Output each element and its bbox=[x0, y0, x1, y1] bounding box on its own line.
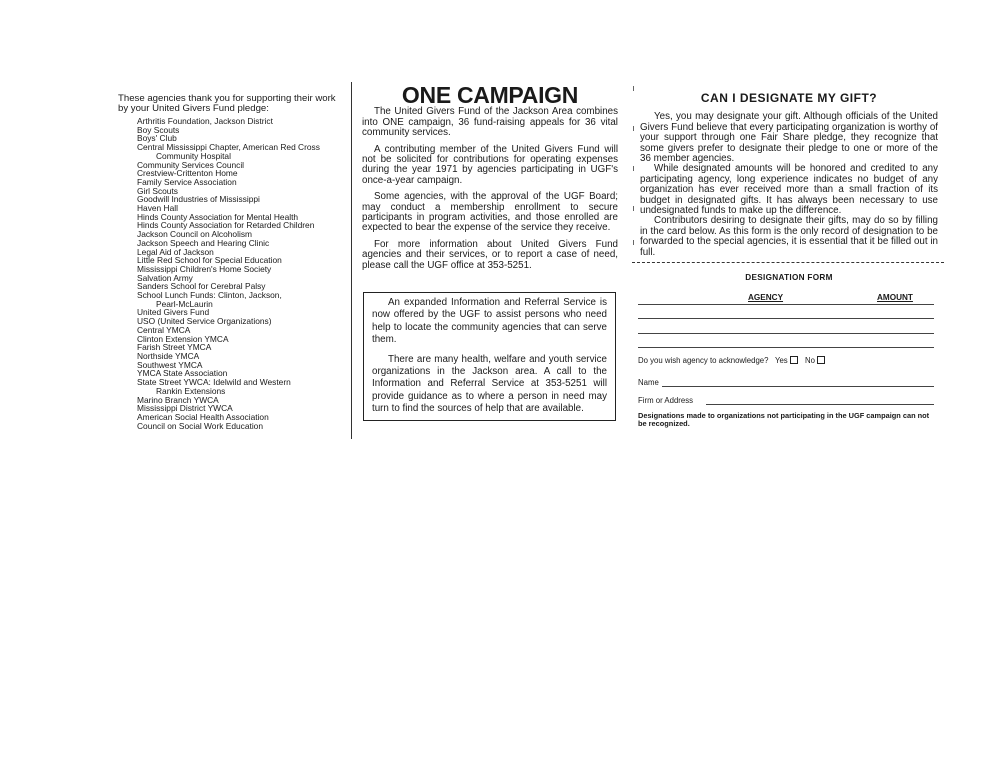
column-divider-left bbox=[351, 82, 352, 439]
agency-list bbox=[118, 117, 346, 430]
margin-tick bbox=[633, 86, 634, 91]
agency-column-header: AGENCY bbox=[748, 293, 784, 302]
agency-list-item: Family Service Association bbox=[137, 176, 237, 187]
agency-list-item: Goodwill Industries of Mississippi bbox=[137, 194, 260, 205]
designate-gift-column bbox=[640, 93, 938, 258]
name-label: Name bbox=[638, 378, 659, 387]
agency-entry-line-2[interactable] bbox=[638, 318, 934, 319]
firm-address-entry-line[interactable] bbox=[706, 404, 934, 405]
agency-list-item: Southwest YMCA bbox=[137, 359, 203, 370]
agency-list-item: Pearl-McLaurin bbox=[156, 298, 213, 309]
campaign-paragraph-1: The United Givers Fund of the Jackson Area combines into ONE campaign, 36 fund-raising appeals for 36 vital community services. bbox=[362, 106, 618, 139]
agency-list-item: Community Hospital bbox=[156, 150, 231, 161]
no-label: No bbox=[805, 356, 816, 365]
agency-list-item: Jackson Council on Alcoholism bbox=[137, 229, 252, 240]
one-campaign-column bbox=[362, 82, 618, 277]
agency-list-item: Jackson Speech and Hearing Clinic bbox=[137, 237, 270, 248]
name-entry-line[interactable] bbox=[662, 386, 934, 387]
agency-list-item: Marino Branch YWCA bbox=[137, 394, 219, 405]
designate-paragraph-1: Yes, you may designate your gift. Although officials of the United Givers Fund believe that every participating organization is worthy of your support through one Fair Share pledge, they recognize that some givers prefer to designate their pledge to one or more of the 36 member agencies. bbox=[640, 111, 938, 165]
agency-list-item: American Social Health Association bbox=[137, 411, 269, 422]
margin-tick bbox=[633, 240, 634, 245]
campaign-paragraph-3: Some agencies, with the approval of the UGF Board; may conduct a membership enrollment to secure participants in program activities, and those enrolled are expected to bear the expense of the service they receive. bbox=[362, 191, 618, 234]
agency-list-item: Salvation Army bbox=[137, 272, 193, 283]
yes-checkbox[interactable] bbox=[790, 356, 798, 364]
agency-list-item: Mississippi Children's Home Society bbox=[137, 263, 272, 274]
agency-list-item: Legal Aid of Jackson bbox=[137, 246, 214, 257]
designation-form-title: DESIGNATION FORM bbox=[745, 273, 833, 282]
agency-list-item: Rankin Extensions bbox=[156, 385, 226, 396]
firm-address-label: Firm or Address bbox=[638, 396, 694, 405]
agency-entry-line-1[interactable] bbox=[638, 304, 934, 305]
agency-list-item: Haven Hall bbox=[137, 203, 178, 214]
agency-list-item: Central Mississippi Chapter, American Red Cross bbox=[137, 142, 320, 153]
one-campaign-title: ONE CAMPAIGN bbox=[401, 82, 579, 108]
agency-entry-line-4[interactable] bbox=[638, 347, 934, 348]
agency-list-item: YMCA State Association bbox=[137, 368, 228, 379]
agency-entry-line-3[interactable] bbox=[638, 333, 934, 334]
margin-tick bbox=[633, 206, 634, 211]
form-cut-line bbox=[632, 262, 944, 263]
agency-list-item: Central YMCA bbox=[137, 324, 191, 335]
designate-paragraph-2: While designated amounts will be honored and credited to any participating agency, long experience indicates no budget of any organization has ever received more than a small fraction of its budget in designated gifts. It has always been necessary to use undesignated funds to make up the difference. bbox=[640, 163, 938, 217]
designate-paragraph-3: Contributors desiring to designate their gifts, may do so by filling in the card below. As this form is the only record of designation to be forwarded to the special agencies, it is essential that it be filled out in full. bbox=[640, 215, 938, 258]
agency-list-item: Clinton Extension YMCA bbox=[137, 333, 229, 344]
agency-list-item: Sanders School for Cerebral Palsy bbox=[137, 281, 266, 292]
agency-list-item: Northside YMCA bbox=[137, 350, 200, 361]
agency-list-item: Crestview-Crittenton Home bbox=[137, 168, 238, 179]
campaign-paragraph-4: For more information about United Givers Fund agencies and their services, or to report a case of need, please call the UGF office at 353-5251. bbox=[362, 238, 618, 271]
agency-list-item: School Lunch Funds: Clinton, Jackson, bbox=[137, 290, 282, 301]
agency-list-item: Boy Scouts bbox=[137, 124, 180, 135]
agency-list-item: Boys' Club bbox=[137, 133, 177, 144]
agency-list-item: USO (United Service Organizations) bbox=[137, 316, 272, 327]
referral-box-paragraph-1: An expanded Information and Referral Service is now offered by the UGF to assist persons who need help to locate the community agencies that can serve them. bbox=[372, 297, 607, 346]
designation-note: Designations made to organizations not participating in the UGF campaign can not be recognized. bbox=[638, 411, 930, 429]
margin-tick bbox=[633, 126, 634, 131]
agency-list-item: Little Red School for Special Education bbox=[137, 255, 282, 266]
agency-list-item: State Street YWCA: Idelwild and Western bbox=[137, 377, 291, 388]
acknowledge-row bbox=[638, 356, 828, 365]
agency-list-item: United Givers Fund bbox=[137, 307, 210, 318]
margin-tick bbox=[633, 166, 634, 171]
referral-box-paragraph-2: There are many health, welfare and youth service organizations in the Jackson area. A call to the Information and Referral Service at 353-5251 will provide guidance as to where a person in need may turn to find the sources of help that are available. bbox=[372, 353, 607, 415]
amount-column-header: AMOUNT bbox=[877, 293, 913, 302]
agency-list-item: Hinds County Association for Retarded Children bbox=[137, 220, 315, 231]
agency-list-item: Council on Social Work Education bbox=[137, 420, 264, 431]
agency-list-item: Hinds County Association for Mental Health bbox=[137, 211, 299, 222]
campaign-paragraph-2: A contributing member of the United Givers Fund will not be solicited for contributions for operating expenses during the year 1971 by agencies participating in UGF's once-a-year campaign. bbox=[362, 143, 618, 186]
no-checkbox[interactable] bbox=[817, 356, 825, 364]
agency-list-item: Arthritis Foundation, Jackson District bbox=[137, 116, 273, 126]
agency-list-item: Community Services Council bbox=[137, 159, 245, 170]
designate-gift-title: CAN I DESIGNATE MY GIFT? bbox=[700, 91, 878, 105]
agency-list-item: Farish Street YMCA bbox=[137, 342, 212, 353]
agency-list-item: Girl Scouts bbox=[137, 185, 178, 196]
acknowledge-question: Do you wish agency to acknowledge? bbox=[638, 356, 769, 365]
referral-service-box bbox=[363, 292, 616, 421]
agency-list-intro: These agencies thank you for supporting their work by your United Givers Fund pledge: bbox=[118, 93, 336, 114]
agency-list-column bbox=[118, 94, 346, 430]
agency-list-item: Mississippi District YWCA bbox=[137, 403, 233, 414]
yes-label: Yes bbox=[774, 356, 788, 365]
